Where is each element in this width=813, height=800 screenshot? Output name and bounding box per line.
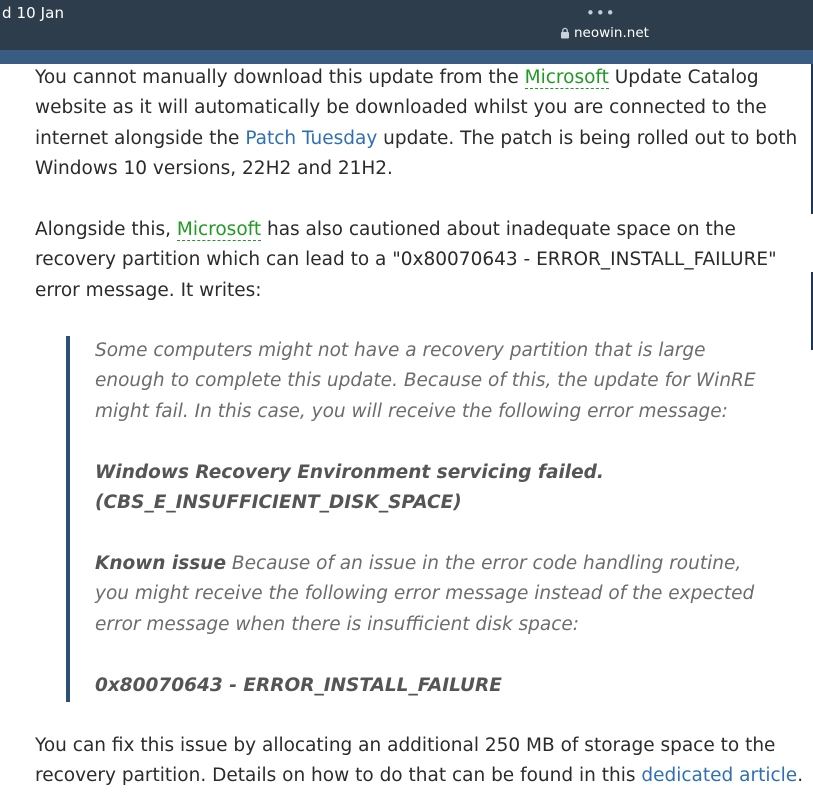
patch-tuesday-link[interactable]: Patch Tuesday bbox=[245, 127, 378, 149]
lock-icon bbox=[559, 27, 571, 39]
browser-status-bar bbox=[0, 0, 813, 50]
site-domain: neowin.net bbox=[574, 25, 649, 41]
site-header-stripe bbox=[0, 50, 813, 64]
tab-overview-dots-icon[interactable]: ••• bbox=[586, 4, 616, 22]
paragraph-update-catalog: You cannot manually download this update from the Microsoft Update Catalog website as it will automatically be downloaded whilst you are connected to the internet alongside the Patch Tuesday update. The patch is being rolled out to both Windows 10 versions, 22H2 and 21H2. bbox=[35, 67, 798, 180]
quote-error-code: 0x80070643 - ERROR_INSTALL_FAILURE bbox=[95, 675, 502, 696]
blockquote bbox=[66, 336, 770, 702]
known-issue-label: Known issue bbox=[95, 553, 226, 574]
microsoft-link-2[interactable]: Microsoft bbox=[176, 219, 262, 240]
quote-known-issue: Known issue Because of an issue in the error code handling routine, you might receive the following error message instead of the expected error message when there is insufficient disk space: bbox=[95, 553, 755, 635]
paragraph-fix-issue: You can fix this issue by allocating an additional 250 MB of storage space to the recovery partition. Details on how to do that can be found in this dedicated article. bbox=[35, 735, 804, 787]
microsoft-link[interactable]: Microsoft bbox=[524, 67, 609, 88]
address-bar[interactable] bbox=[559, 25, 649, 41]
quote-error-message: Windows Recovery Environment servicing failed. (CBS_E_INSUFFICIENT_DISK_SPACE) bbox=[95, 462, 604, 514]
dedicated-article-link[interactable]: dedicated article bbox=[641, 765, 798, 787]
paragraph-recovery-partition: Alongside this, Microsoft has also cautioned about inadequate space on the recovery partition which can lead to a "0x80070643 - ERROR_INSTALL_FAILURE" error message. It writes: bbox=[35, 219, 777, 301]
quote-paragraph-1: Some computers might not have a recovery partition that is large enough to complete this update. Because of this, the update for WinRE might fail. In this case, you will receive the following error message: bbox=[95, 340, 756, 422]
status-date: d 10 Jan bbox=[2, 4, 65, 22]
